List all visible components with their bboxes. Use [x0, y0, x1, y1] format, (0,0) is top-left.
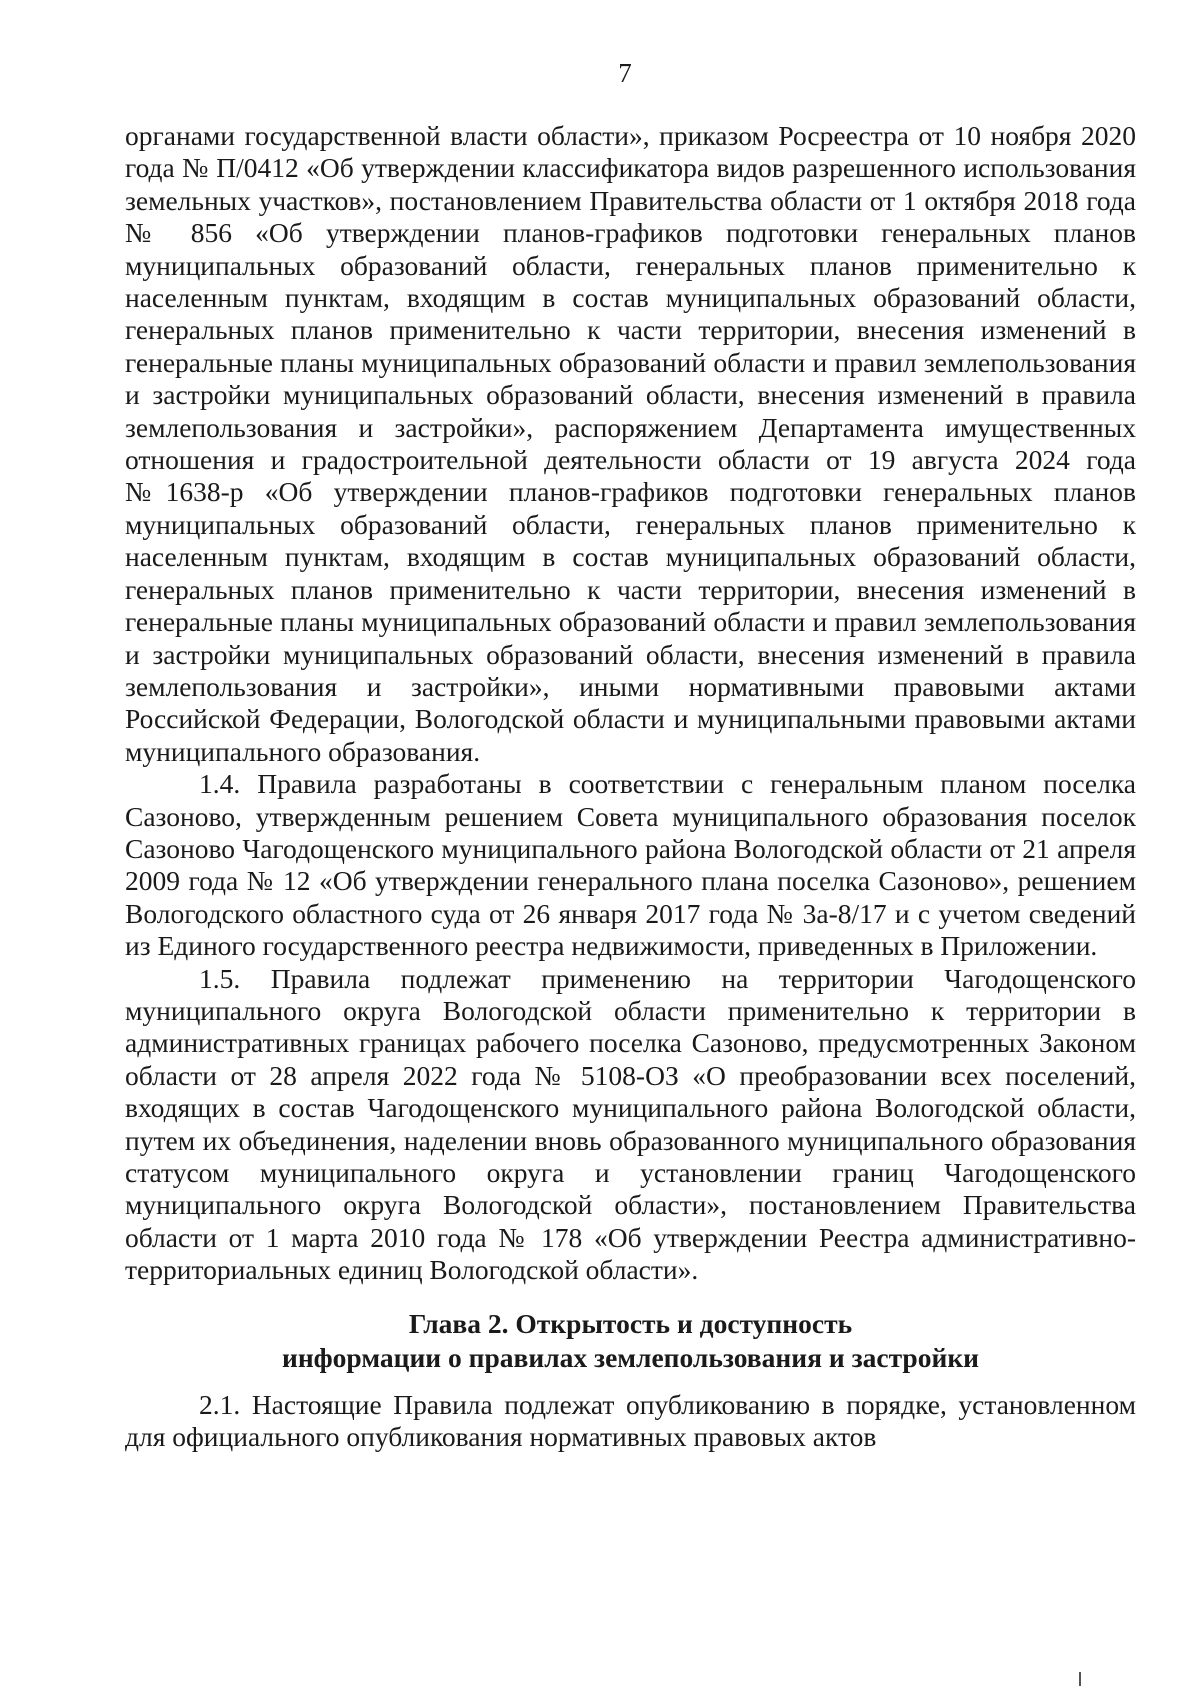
scan-mark — [1079, 1672, 1081, 1686]
chapter-title-line-2: информации о правилах землепользования и застройки — [281, 1341, 980, 1373]
chapter-heading — [125, 1307, 1136, 1375]
paragraph-1-4: 1.4. Правила разработаны в соответствии с генеральным планом поселка Сазоново, утвержденным решением Совета муниципального образования поселок Сазоново Чагодощенского муниципального района Вологодской области от 21 апреля 2009 года № 12 «Об утверждении генерального плана поселка Сазоново», решением Вологодского областного суда от 26 января 2017 года № 3а-8/17 и с учетом сведений из Единого государственного реестра недвижимости, приведенных в Приложении. — [125, 768, 1136, 962]
document-body — [125, 120, 1136, 1453]
paragraph-continuation: органами государственной власти области», приказом Росреестра от 10 ноября 2020 года № П/0412 «Об утверждении классификатора видов разрешенного использования земельных участков», постановлением Правительства области от 1 октября 2018 года № 856 «Об утверждении планов-графиков подготовки генеральных планов муниципальных образований области, генеральных планов применительно к населенным пунктам, входящим в состав муниципальных образований области, генеральных планов применительно к части территории, внесения изменений в генеральные планы муниципальных образований области и правил землепользования и застройки муниципальных образований области, внесения изменений в правила землепользования и застройки», распоряжением Департамента имущественных отношения и градостроительной деятельности области от 19 августа 2024 года №1638-р «Об утверждении планов-графиков подготовки генеральных планов муниципальных образований области, генеральных планов применительно к населенным пунктам, входящим в состав муниципальных образований области, генеральных планов применительно к части территории, внесения изменений в генеральные планы муниципальных образований области и правил землепользования и застройки муниципальных образований области, внесения изменений в правила землепользования и застройки», иными нормативными правовыми актами Российской Федерации, Вологодской области и муниципальными правовыми актами муниципального образования. — [125, 120, 1136, 767]
paragraph-1-5: 1.5. Правила подлежат применению на территории Чагодощенского муниципального округа Вологодской области применительно к территории в административных границах рабочего поселка Сазоново, предусмотренных Законом области от 28 апреля 2022 года № 5108-ОЗ «О преобразовании всех поселений, входящих в состав Чагодощенского муниципального района Вологодской области, путем их объединения, наделении вновь образованного муниципального образования статусом муниципального округа и установлении границ Чагодощенского муниципального округа Вологодской области», постановлением Правительства области от 1 марта 2010 года № 178 «Об утверждении Реестра административно-территориальных единиц Вологодской области». — [125, 962, 1136, 1286]
paragraph-2-1: 2.1. Настоящие Правила подлежат опубликованию в порядке, установленном для официального опубликования нормативных правовых актов — [125, 1388, 1136, 1453]
chapter-title-line-1: Глава 2. Открытость и доступность — [408, 1307, 853, 1339]
page-number: 7 — [618, 58, 632, 88]
